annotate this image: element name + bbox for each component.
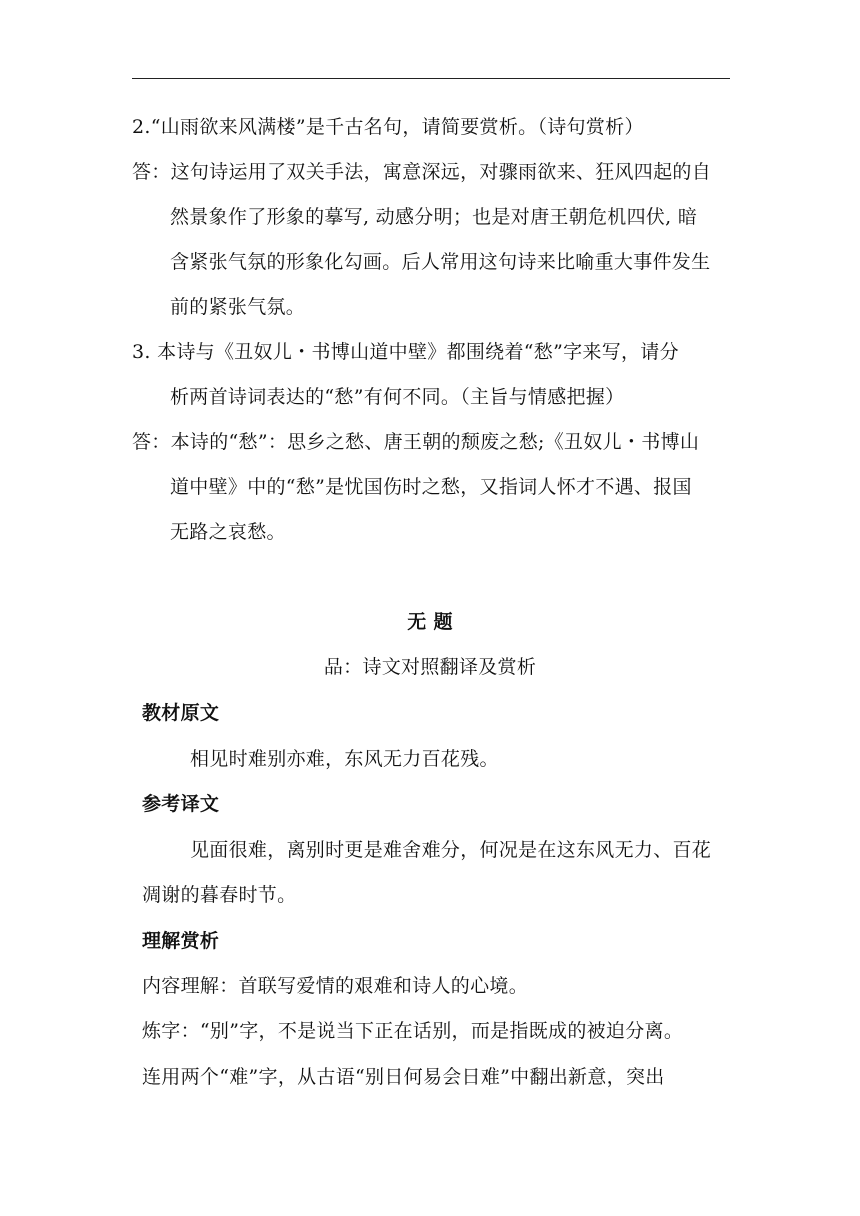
translation-line: 凋谢的暮春时节。 (142, 884, 297, 906)
analysis-line: 内容理解：首联写爱情的艰难和诗人的心境。 (142, 975, 529, 997)
translation-line: 见面很难，离别时更是难舍难分，何况是在这东风无力、百花 (190, 839, 712, 861)
answer-3-line: 无路之哀愁。 (170, 521, 286, 543)
analysis-line: 连用两个“难”字，从古语“别日何易会日难”中翻出新意，突出 (142, 1066, 665, 1088)
answer-3-line: 答：本诗的“愁”：思乡之愁、唐王朝的颓废之愁;《丑奴儿・书博山 (132, 431, 700, 453)
poem-subtitle: 品：诗文对照翻译及赏析 (323, 656, 537, 678)
original-heading: 教材原文 (142, 702, 220, 724)
question-3-line: 析两首诗词表达的“愁”有何不同。（主旨与情感把握） (170, 386, 625, 408)
answer-2-line: 然景象作了形象的摹写, 动感分明；也是对唐王朝危机四伏, 暗 (170, 206, 698, 228)
header-rule (132, 78, 730, 79)
poem-title: 无 题 (407, 611, 453, 633)
answer-2-line: 含紧张气氛的形象化勾画。后人常用这句诗来比喻重大事件发生 (170, 251, 711, 273)
analysis-line: 炼字：“别”字，不是说当下正在话别，而是指既成的被迫分离。 (142, 1020, 684, 1042)
answer-2-line: 答：这句诗运用了双关手法，寓意深远，对骤雨欲来、狂风四起的自 (132, 161, 712, 183)
answer-3-line: 道中壁》中的“愁”是忧国伤时之愁，又指词人怀才不遇、报国 (170, 476, 692, 498)
question-2: 2.“山雨欲来风满楼”是千古名句，请简要赏析。（诗句赏析） (132, 116, 644, 138)
question-3-line: 3. 本诗与《丑奴儿・书博山道中壁》都围绕着“愁”字来写，请分 (132, 341, 679, 363)
original-text: 相见时难别亦难，东风无力百花残。 (190, 748, 499, 770)
answer-2-line: 前的紧张气氛。 (170, 296, 306, 318)
analysis-heading: 理解赏析 (142, 930, 220, 952)
translation-heading: 参考译文 (142, 793, 220, 815)
